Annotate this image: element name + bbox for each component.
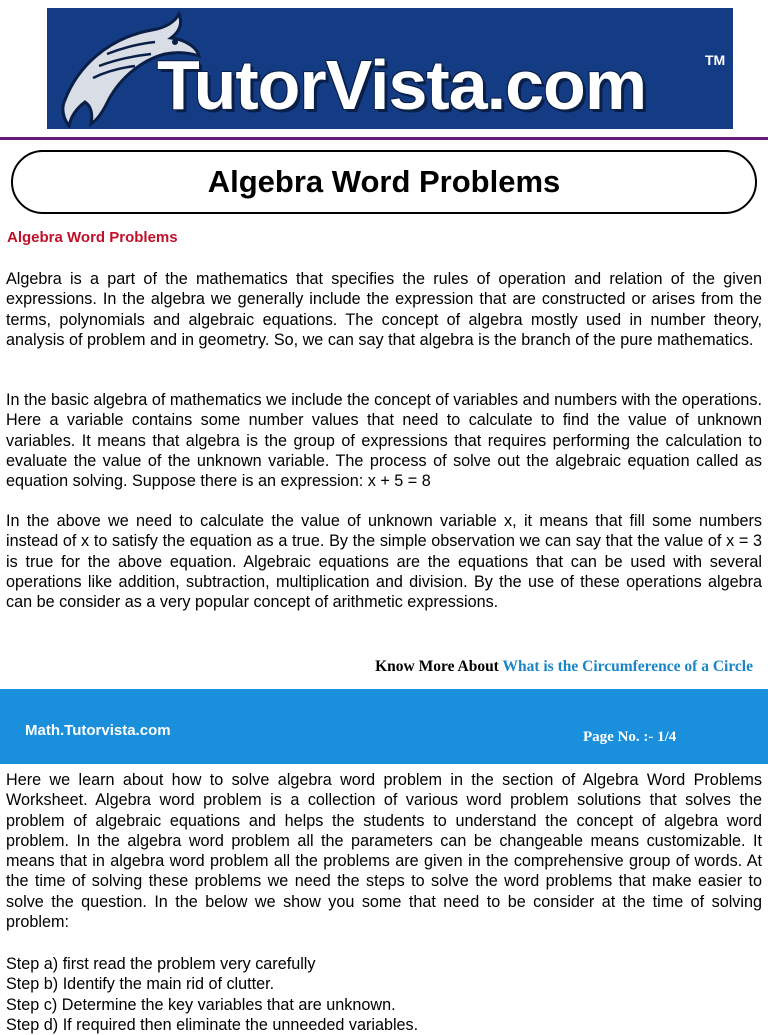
section-heading: Algebra Word Problems [7, 229, 178, 246]
footer-site-name: Math.Tutorvista.com [25, 722, 171, 739]
tutorvista-logo-banner [47, 8, 733, 129]
page-title: Algebra Word Problems [207, 164, 561, 199]
page-title-box [11, 150, 757, 214]
step-item: Step d) If required then eliminate the unneeded variables. [6, 1015, 419, 1034]
steps-list [6, 954, 418, 1035]
logo-wordmark: TutorVista.com [157, 46, 647, 124]
paragraph-equation-example: In the above we need to calculate the value of unknown variable x, it means that fill some numbers instead of x to satisfy the equation as a true. By the simple observation we can say that the value of x = 3 is true for the above equation. Algebraic equations are the equations that can be used with several operations like addition, subtraction, multiplication and division. By the use of these operations algebra can be consider as a very popular concept of arithmetic expressions. [6, 512, 762, 612]
step-item: Step b) Identify the main rid of clutter. [6, 975, 275, 994]
page-footer-band [0, 689, 768, 764]
paragraph-word-problems: Here we learn about how to solve algebra word problem in the section of Algebra Word Problems Worksheet. Algebra word problem is a collection of various word problem solutions that solves the problem of algebraic equations and helps the students to understand the concept of algebra word problem. In the algebra word problem all the parameters can be changeable means customizable. It means that in algebra word problem all the problems are given in the comprehensive group of words. At the time of solving these problems we need the steps to solve the word problems that make easier to solve the question. In the below we show you some that need to be consider at the time of solving problem: [6, 771, 762, 932]
step-item: Step c) Determine the key variables that are unknown. [6, 995, 396, 1014]
paragraph-basic-algebra: In the basic algebra of mathematics we include the concept of variables and numbers with the operations. Here a variable contains some number values that need to calculate to find the value of unknown variables. It means that algebra is the group of expressions that requires performing the calculation to evaluate the value of the unknown variable. The process of solve out the algebraic equation called as equation solving. Suppose there is an expression: x + 5 = 8 [6, 391, 762, 491]
trademark-mark: TM [705, 52, 726, 68]
header-divider [0, 137, 768, 140]
footer-page-number: Page No. :- 1/4 [583, 729, 677, 745]
step-item: Step a) first read the problem very carefully [6, 955, 316, 973]
know-more-link[interactable]: What is the Circumference of a Circle [502, 658, 753, 675]
know-more-label: Know More About [375, 658, 499, 675]
paragraph-intro: Algebra is a part of the mathematics that specifies the rules of operation and relation of the given expressions. In the algebra we generally include the expression that are constructed or arises from the terms, polynomials and algebraic equations. The concept of algebra mostly used in number theory, analysis of problem and in geometry. So, we can say that algebra is the branch of the pure mathematics. [6, 270, 762, 349]
know-more-line [375, 658, 753, 676]
